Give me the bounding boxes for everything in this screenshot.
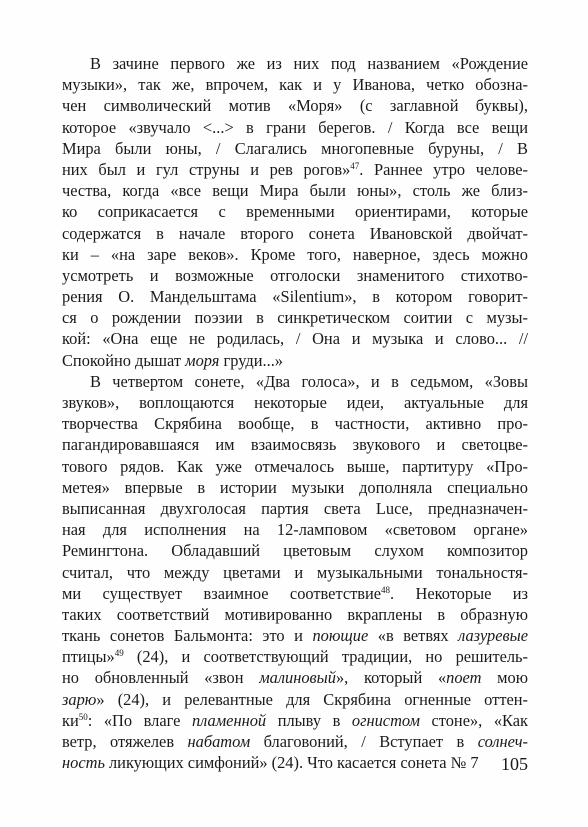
text-line (62, 159, 528, 180)
text-run: мою (481, 668, 528, 688)
italic-text: поющие (312, 626, 369, 646)
text-line (62, 731, 528, 752)
text-line (62, 456, 528, 477)
text-run: В зачине первого же из них под названием «Рождение (90, 54, 528, 73)
paragraph (62, 371, 528, 774)
text-run: В четвертом сонете, «Два голоса», и в седьмом, «Зовы (90, 371, 528, 391)
text-line (62, 667, 528, 688)
text-line (62, 583, 528, 604)
text-run: Ремингтона. Обладавший цветовым слухом композитор (62, 541, 528, 561)
text-line (62, 180, 528, 201)
text-run: них был и гул струны и рев рогов» (62, 159, 351, 179)
text-line (62, 117, 528, 138)
text-line (62, 350, 528, 371)
page-number: 105 (501, 754, 528, 774)
text-run: чен символический мотив «Моря» (с заглавной буквы), (62, 96, 528, 116)
text-line (62, 477, 528, 498)
paragraph (62, 53, 528, 371)
text-line (62, 413, 528, 434)
italic-text: огнистом (351, 710, 420, 730)
text-run: которое «звучало <...> в грани берегов. / Когда все вещи (62, 117, 528, 137)
text-run: птицы» (62, 647, 115, 667)
text-run: ми существует взаимное соответствие (62, 583, 382, 603)
text-run: ликующих симфоний» (24). Что касается сонета № 7 (104, 753, 479, 773)
text-run: ная для исполнения на 12-ламповом «световом органе» (62, 520, 528, 540)
text-run: Мира были юны, / Слагались многопевные буруны, / В (62, 138, 528, 158)
text-line (62, 265, 528, 286)
text-run: метея» впервые в истории музыки дополняла специально (62, 477, 528, 497)
text-run: плыву в (266, 710, 352, 730)
footnote-ref: 49 (114, 648, 124, 659)
text-run: ветр, отяжелев (62, 732, 188, 751)
text-line (62, 223, 528, 244)
text-line (62, 244, 528, 265)
text-run: звуков», воплощаются некоторые идеи, актуальные для (62, 393, 528, 412)
text-run: » (24), и релевантные для Скрябина огненные оттен- (96, 689, 528, 709)
text-run: содержатся в начале второго сонета Ивановской двойчат- (62, 223, 528, 243)
text-run: ся о рождении поэзии в синкретическом соитии с музы- (62, 308, 528, 328)
text-run: но обновленный «звон (62, 668, 260, 688)
text-line (62, 138, 528, 159)
text-line (62, 74, 528, 95)
text-run: груди...» (219, 350, 283, 370)
text-run: . Раннее утро челове- (359, 159, 529, 179)
italic-text: солнеч- (477, 732, 528, 751)
text-line (62, 562, 528, 583)
text-run: рения О. Мандельштама «Silentium», в котором говорит- (62, 287, 528, 307)
text-run: : «По влаге (87, 710, 192, 730)
text-run: ткань сонетов Бальмонта: это и (62, 626, 313, 646)
italic-text: лазуревые (458, 626, 528, 646)
text-run: выписанная двухголосая партия света Luce, предназначен- (62, 498, 528, 518)
text-line (62, 519, 528, 540)
text-run: таких соответствий мотивированно вкраплены в образную (62, 604, 528, 624)
text-line (62, 604, 528, 625)
text-run: «в ветвях (368, 626, 459, 646)
text-line (62, 201, 528, 222)
text-line (62, 752, 528, 773)
italic-text: зарю (62, 689, 97, 709)
italic-text: ность (62, 753, 105, 773)
text-run: считал, что между цветами и музыкальными тональностя- (62, 562, 528, 582)
text-run: тового рядов. Как уже отмечалось выше, партитуру «Про- (62, 456, 528, 476)
italic-text: набатом (187, 732, 251, 751)
text-line (62, 307, 528, 328)
text-line (62, 625, 528, 646)
body-text (62, 53, 528, 773)
italic-text: поет (446, 668, 482, 688)
footnote-ref: 48 (381, 584, 391, 595)
text-run: ко соприкасается с временными ориентирами, которые (62, 202, 528, 222)
text-run: чества, когда «все вещи Мира были юны», столь же близ- (62, 181, 528, 201)
text-line (62, 540, 528, 561)
text-run: пагандировавшаяся им взаимосвязь звукового и светоцве- (62, 435, 528, 455)
footnote-ref: 50 (78, 711, 88, 722)
italic-text: моря (185, 350, 220, 370)
text-run: благовоний, / Вступает в (250, 732, 478, 751)
text-run: ки – «на заре веков». Кроме того, наверное, здесь можно (62, 244, 528, 264)
text-line (62, 371, 528, 392)
text-run: Спокойно дышат (62, 350, 186, 370)
italic-text: малиновый (259, 668, 336, 688)
italic-text: пламенной (191, 710, 267, 730)
footnote-ref: 47 (350, 160, 360, 171)
text-run: », который « (335, 668, 447, 688)
text-line (62, 95, 528, 116)
text-run: музыки», так же, впрочем, как и у Иванова, четко обозна- (62, 75, 528, 95)
text-run: кой: «Она еще не родилась, / Она и музыка и слово... // (62, 329, 528, 349)
text-run: ки (62, 710, 79, 730)
text-run: усмотреть и возможные отголоски знаменитого стихотво- (62, 265, 528, 285)
text-line (62, 434, 528, 455)
text-line (62, 286, 528, 307)
text-line (62, 498, 528, 519)
text-line (62, 710, 528, 731)
text-run: . Некоторые из (390, 583, 528, 603)
text-line (62, 392, 528, 413)
text-line (62, 53, 528, 74)
text-run: творчества Скрябина вообще, в частности, активно про- (62, 414, 528, 434)
text-line (62, 689, 528, 710)
text-run: стоне», «Как (419, 710, 528, 730)
text-line (62, 646, 528, 667)
text-line (62, 328, 528, 349)
text-run: (24), и соответствующий традиции, но решитель- (123, 647, 528, 667)
